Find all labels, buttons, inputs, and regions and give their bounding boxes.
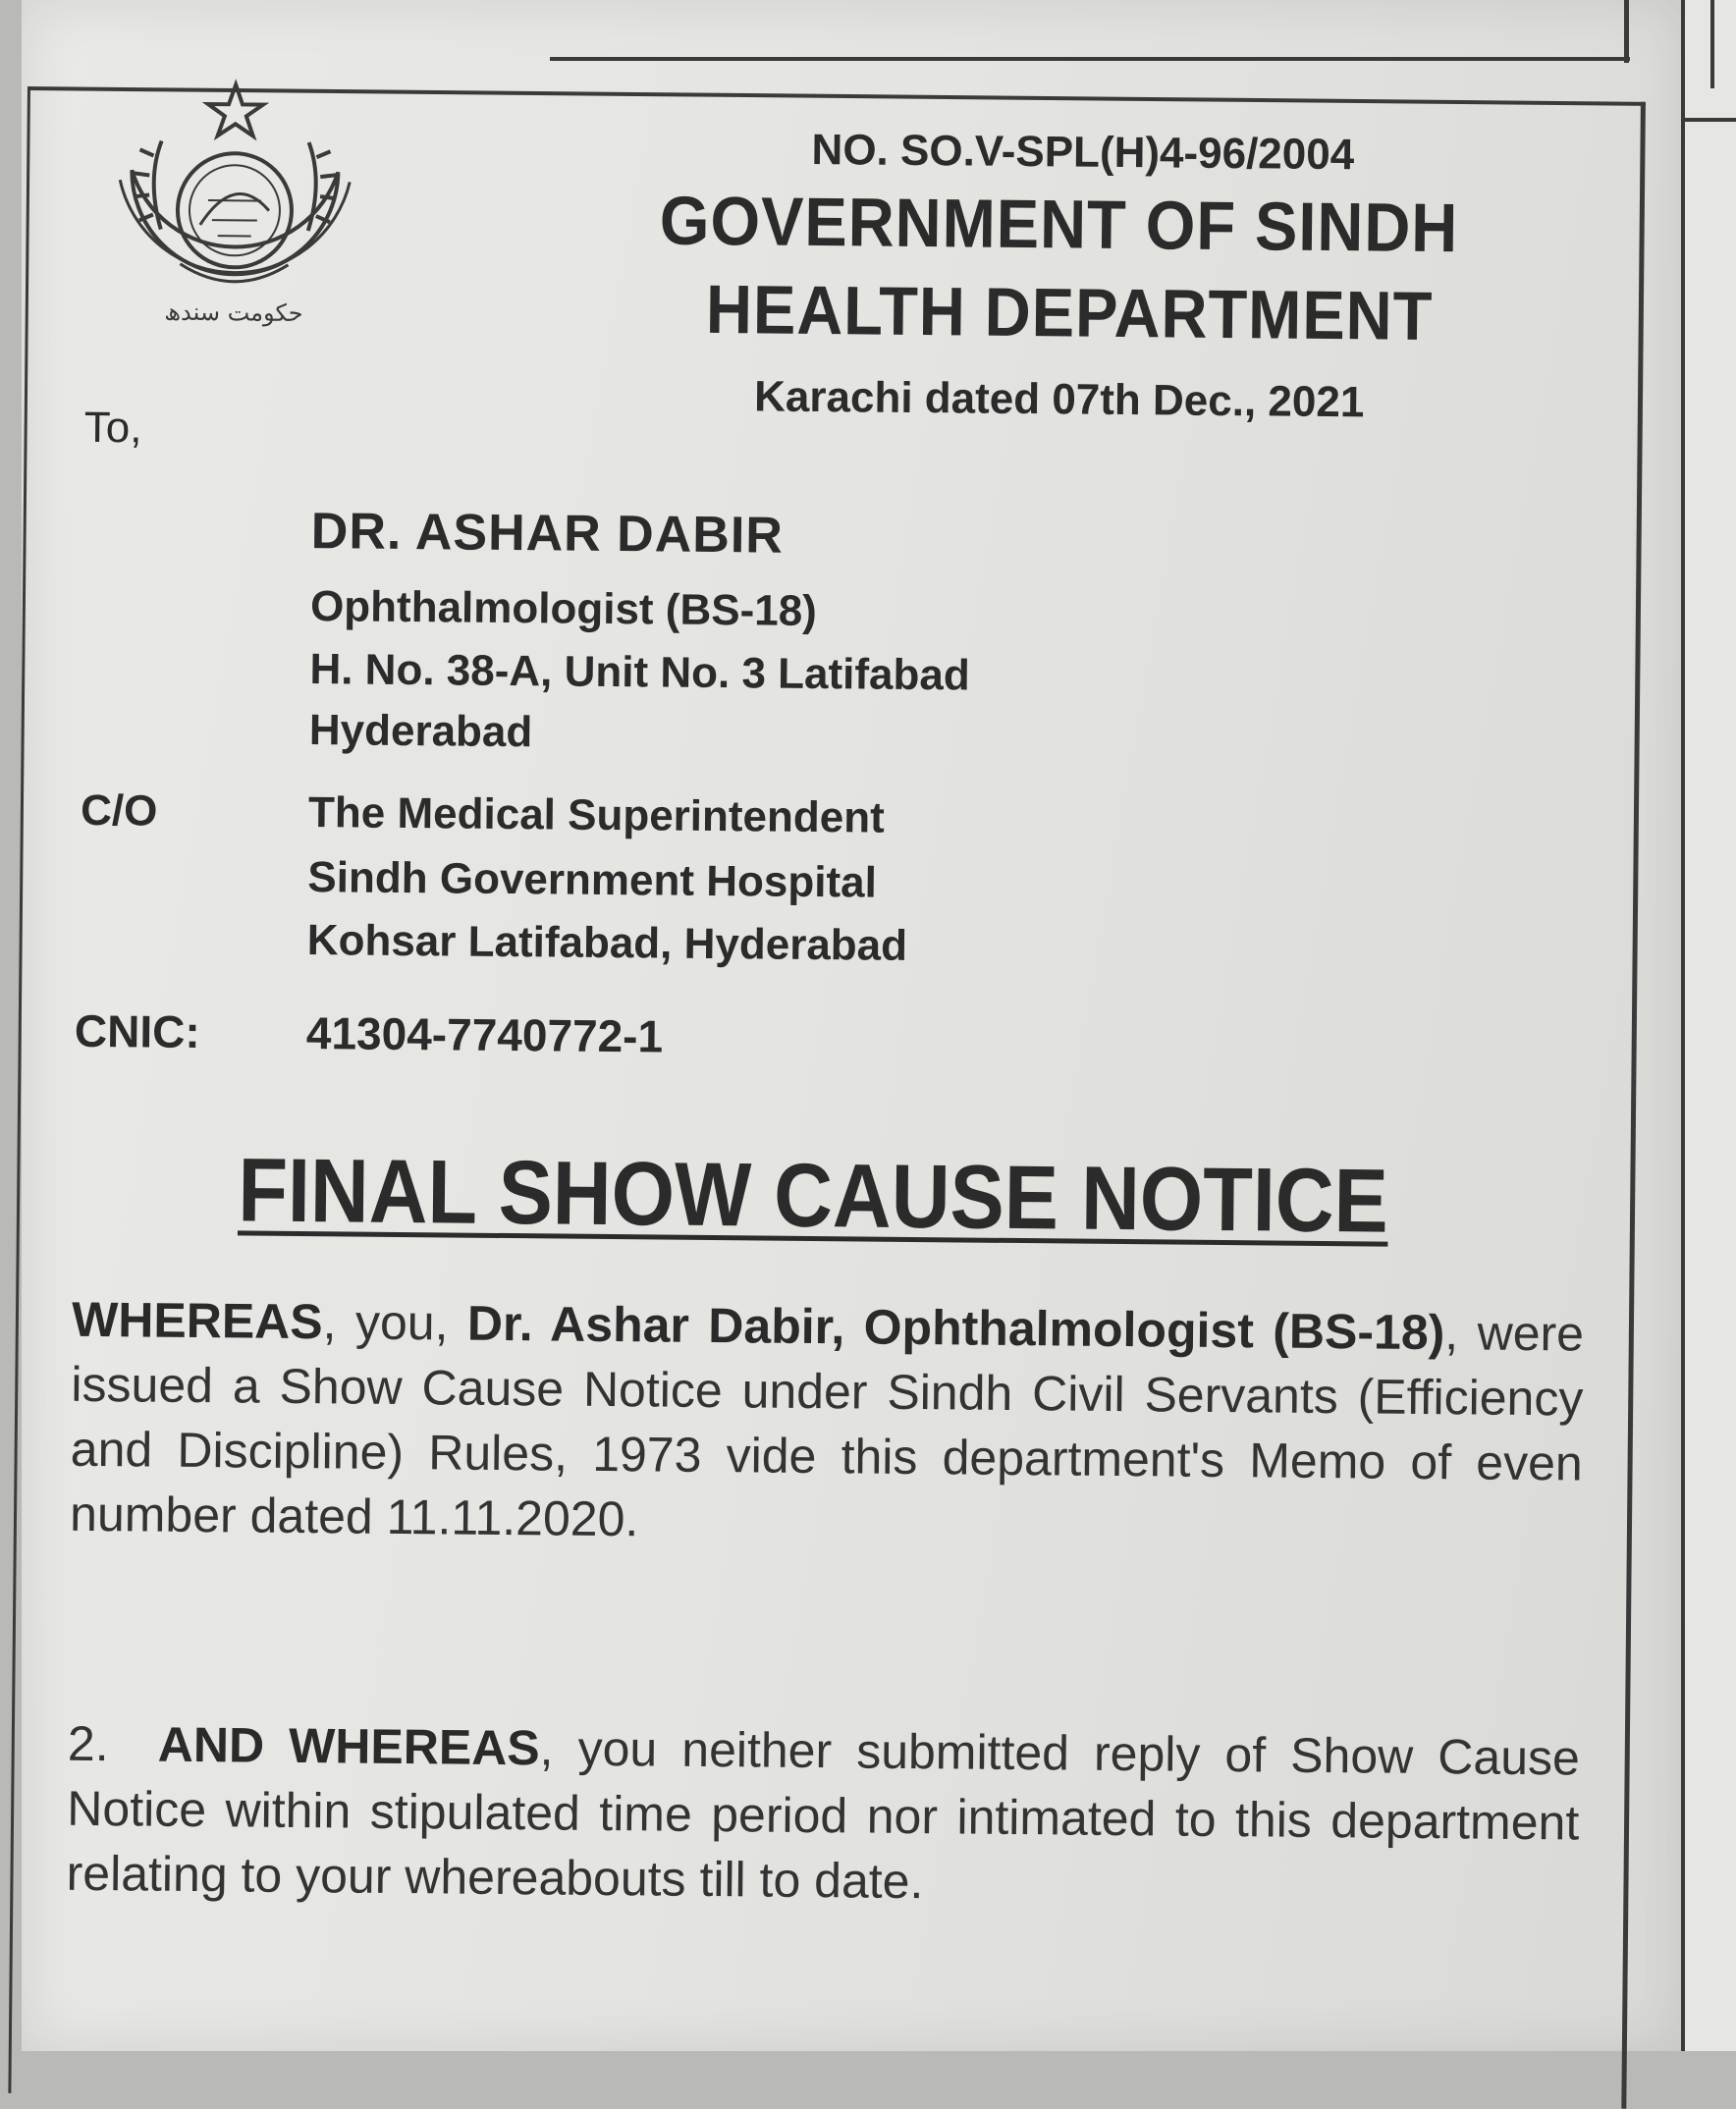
paragraph-lead: WHEREAS	[71, 1291, 323, 1350]
care-of-line: Sindh Government Hospital	[307, 853, 878, 907]
government-seal-emblem	[91, 62, 379, 350]
place-and-date: Karachi dated 07th Dec., 2021	[753, 372, 1365, 427]
paragraph-bold-name: Dr. Ashar Dabir, Ophthalmologist (BS-18)	[466, 1295, 1445, 1361]
notice-paragraph-2	[66, 1711, 1580, 1920]
recipient-address-line: H. No. 38-A, Unit No. 3 Latifabad	[309, 645, 970, 700]
government-heading: GOVERNMENT OF SINDH	[659, 182, 1459, 267]
care-of-line: Kohsar Latifabad, Hyderabad	[306, 916, 908, 970]
recipient-city: Hyderabad	[308, 706, 533, 757]
paragraph-lead: AND WHEREAS	[157, 1716, 540, 1776]
recipient-name: DR. ASHAR DABIR	[310, 503, 785, 565]
seal-text: حکومت سندھ	[164, 297, 303, 327]
recipient-designation: Ophthalmologist (BS-18)	[309, 582, 818, 636]
cnic-label: CNIC:	[74, 1004, 200, 1058]
paragraph-number: 2.	[67, 1715, 109, 1772]
care-of-label: C/O	[80, 785, 158, 836]
care-of-line: The Medical Superintendent	[307, 788, 886, 842]
reference-number: NO. SO.V-SPL(H)4-96/2004	[811, 125, 1355, 180]
salutation: To,	[83, 403, 142, 453]
paragraph-text: , you neither submitted reply of Show Cause Notice within stipulated time period nor intimated to this department relating to your whereabouts till to date.	[66, 1720, 1581, 1910]
paragraph-text: , were issued a Show Cause Notice under Sindh Civil Servants (Efficiency and Discipline) Rules, 1973 vide this department's Memo of even number dated 11.11.2020.	[69, 1305, 1585, 1547]
department-heading: HEALTH DEPARTMENT	[705, 270, 1434, 355]
notice-title: FINAL SHOW CAUSE NOTICE	[237, 1140, 1389, 1252]
notice-paragraph-1	[70, 1287, 1584, 1561]
cnic-number: 41304-7740772-1	[305, 1007, 664, 1062]
paragraph-text: , you,	[322, 1294, 468, 1351]
